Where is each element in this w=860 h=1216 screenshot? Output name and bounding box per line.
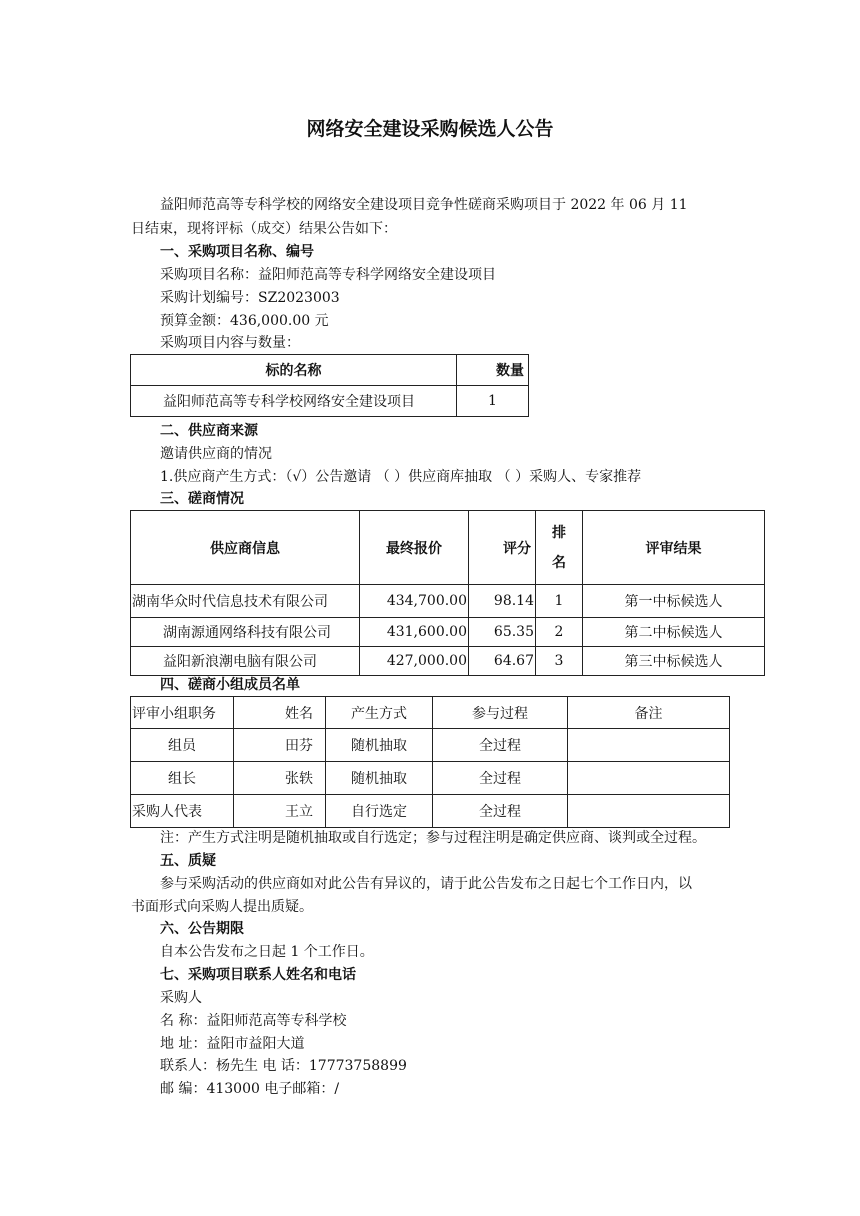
cell-price: 434,700.00 [360,585,469,618]
cell-supplier: 湖南华众时代信息技术有限公司 [131,585,360,618]
challenge-line-2: 书面形式向采购人提出质疑。 [131,899,313,915]
panel-members-table [130,696,730,828]
col-header-method: 产生方式 [326,697,433,729]
section-5-heading: 五、质疑 [160,853,216,869]
postcode-email: 邮 编：413000 电子邮箱：/ [160,1081,340,1097]
col-header-process: 参与过程 [433,697,568,729]
col-header-score: 评分 [469,511,536,585]
table-row [131,618,765,647]
col-header-quantity: 数量 [457,355,529,386]
cell-name: 田芬 [234,729,326,762]
cell-rank: 3 [536,647,583,676]
table-row [131,795,730,828]
table-row [131,762,730,795]
cell-method: 随机抽取 [326,729,433,762]
cell-score: 98.14 [469,585,536,618]
cell-remark [568,729,730,762]
table-row [131,386,529,417]
cell-remark [568,795,730,828]
section-6-heading: 六、公告期限 [160,921,244,937]
cell-rank: 2 [536,618,583,647]
col-header-final-price: 最终报价 [360,511,469,585]
challenge-line-1: 参与采购活动的供应商如对此公告有异议的，请于此公告发布之日起七个工作日内，以 [160,876,692,892]
cell-supplier: 湖南源通网络科技有限公司 [131,618,360,647]
table-row [131,585,765,618]
plan-number: 采购计划编号：SZ2023003 [160,290,340,306]
cell-remark [568,762,730,795]
cell-process: 全过程 [433,795,568,828]
table-header-row [131,511,765,585]
cell-quantity: 1 [457,386,529,417]
table-row [131,729,730,762]
table-row [131,647,765,676]
col-header-role: 评审小组职务 [131,697,234,729]
section-7-heading: 七、采购项目联系人姓名和电话 [160,967,356,983]
cell-method: 随机抽取 [326,762,433,795]
item-quantity-table [130,354,529,417]
cell-role: 采购人代表 [131,795,234,828]
cell-name: 王立 [234,795,326,828]
cell-price: 431,600.00 [360,618,469,647]
rank-header-part-1: 排 [552,524,566,541]
negotiation-table [130,510,765,676]
cell-item-name: 益阳师范高等专科学校网络安全建设项目 [131,386,457,417]
col-header-result: 评审结果 [583,511,765,585]
section-1-heading: 一、采购项目名称、编号 [160,244,314,260]
supplier-invite-label: 邀请供应商的情况 [160,446,272,462]
cell-process: 全过程 [433,762,568,795]
intro-line-1: 益阳师范高等专科学校的网络安全建设项目竞争性磋商采购项目于 2022 年 06 月 11 [160,197,688,213]
cell-rank: 1 [536,585,583,618]
purchaser-name: 名 称：益阳师范高等专科学校 [160,1013,347,1029]
col-header-item-name: 标的名称 [131,355,457,386]
cell-result: 第一中标候选人 [583,585,765,618]
cell-role: 组长 [131,762,234,795]
panel-note: 注：产生方式注明是随机抽取或自行选定；参与过程注明是确定供应商、谈判或全过程。 [160,830,706,846]
intro-line-2: 日结束，现将评标（成交）结果公告如下： [131,221,397,237]
page-title: 网络安全建设采购候选人公告 [306,118,554,140]
cell-result: 第二中标候选人 [583,618,765,647]
cell-process: 全过程 [433,729,568,762]
project-name: 采购项目名称：益阳师范高等专科学网络安全建设项目 [160,267,496,283]
purchaser-label: 采购人 [160,990,202,1006]
cell-price: 427,000.00 [360,647,469,676]
budget-amount: 预算金额：436,000.00 元 [160,313,329,329]
cell-role: 组员 [131,729,234,762]
section-2-heading: 二、供应商来源 [160,423,258,439]
purchaser-address: 地 址：益阳市益阳大道 [160,1036,305,1052]
notice-period: 自本公告发布之日起 1 个工作日。 [160,944,374,960]
cell-score: 65.35 [469,618,536,647]
section-3-heading: 三、磋商情况 [160,491,244,507]
cell-method: 自行选定 [326,795,433,828]
cell-result: 第三中标候选人 [583,647,765,676]
col-header-supplier: 供应商信息 [131,511,360,585]
col-header-name: 姓名 [234,697,326,729]
table-header-row [131,355,529,386]
table-header-row [131,697,730,729]
rank-header-part-2: 名 [552,554,566,571]
section-4-heading: 四、磋商小组成员名单 [160,677,300,693]
cell-supplier: 益阳新浪潮电脑有限公司 [131,647,360,676]
contact-phone: 联系人：杨先生 电 话：17773758899 [160,1058,407,1074]
content-label: 采购项目内容与数量： [160,335,300,351]
col-header-remark: 备注 [568,697,730,729]
supplier-method-line: 1.供应商产生方式：（√）公告邀请 （ ）供应商库抽取 （ ）采购人、专家推荐 [160,469,642,485]
cell-name: 张轶 [234,762,326,795]
col-header-rank [536,511,583,585]
cell-score: 64.67 [469,647,536,676]
